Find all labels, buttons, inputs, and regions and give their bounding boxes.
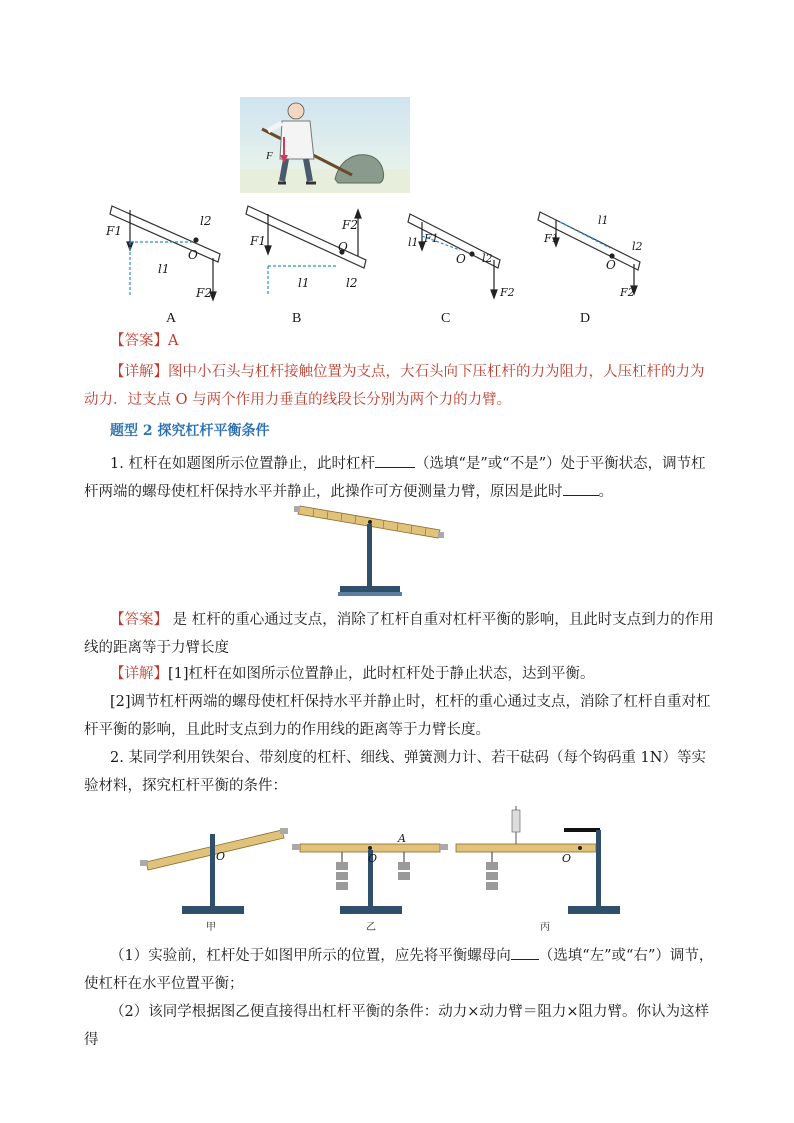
- q1-answer: [84, 606, 716, 662]
- q0-detail: [84, 358, 716, 414]
- illustration-man-lever: [240, 97, 410, 193]
- q1-detail-label: 【详解】: [110, 666, 168, 682]
- answer-label: 【答案】: [110, 333, 168, 349]
- fig-yi-o: O: [368, 852, 378, 865]
- label-l2-a: l2: [200, 214, 212, 228]
- q1-stem-b: （选填“是”或“不是”）处于平衡状态，调节杠: [414, 456, 706, 472]
- label-l1-d: l1: [598, 214, 609, 227]
- section-title: 题型 2 探究杠杆平衡条件: [110, 423, 270, 439]
- q1-lever-stand-figure: [292, 502, 448, 598]
- fig-label-jia: 甲: [206, 922, 216, 933]
- q2-sub1: [84, 942, 716, 998]
- label-o-a: O: [188, 248, 198, 262]
- q1-detail-2: [2]调节杠杆两端的螺母使杠杆保持水平并静止时，杠杆的重心通过支点，消除了杠杆自重对杠杆平衡的影响，且此时支点到力的作用线的距离等于力臂长度。: [84, 694, 711, 738]
- svg-text:F: F: [266, 150, 273, 162]
- label-o-b: O: [338, 240, 348, 254]
- q2-sub2: （2）该同学根据图乙便直接得出杠杆平衡的条件：动力×动力臂＝阻力×阻力臂。你认为这样得: [84, 1004, 710, 1048]
- q1-detail-1-text: [1]杠杆在如图所示位置静止，此时杠杆处于静止状态，达到平衡。: [168, 666, 595, 682]
- label-f2-d: F2: [620, 286, 635, 299]
- label-l1-a: l1: [158, 262, 170, 276]
- fig-label-bing: 丙: [540, 922, 550, 933]
- q1-stem-c: 杆两端的螺母使杠杆保持水平并静止，此操作可方便测量力臂，原因是此时: [84, 484, 563, 500]
- q1-stem-end: 。: [598, 484, 613, 500]
- option-label-a: A: [166, 311, 177, 326]
- q2-figures: [140, 800, 620, 932]
- label-f1-b: F1: [250, 234, 266, 248]
- option-label-d: D: [580, 311, 591, 326]
- q0-answer: [110, 330, 178, 352]
- label-f1-c: F1: [424, 232, 439, 245]
- label-l1-b: l1: [298, 276, 310, 290]
- q2-stem: 2. 某同学利用铁架台、带刻度的杠杆、细线、弹簧测力计、若干砝码（每个钩码重 1N）等实验材料，探究杠杆平衡的条件：: [84, 750, 706, 794]
- q1-answer-text: 是 杠杆的重心通过支点，消除了杠杆自重对杠杆平衡的影响，且此时支点到力的作用线的距离等于力臂长度: [84, 612, 714, 656]
- q1-answer-label: 【答案】: [110, 612, 168, 628]
- fig-label-yi: 乙: [366, 922, 376, 933]
- label-l2-d: l2: [632, 240, 643, 253]
- fig-jia-o: O: [216, 850, 226, 863]
- q2-blank-1[interactable]: [511, 959, 539, 960]
- label-f1-a: F1: [106, 224, 122, 238]
- label-f2-c: F2: [500, 286, 515, 299]
- option-label-b: B: [292, 311, 302, 326]
- label-f2-a: F2: [196, 286, 212, 300]
- label-o-d: O: [606, 258, 616, 272]
- q2-sub1-b: （选填“左”或“右”）调节，使杠杆在水平位置平衡；: [84, 948, 714, 992]
- q1-stem: [84, 450, 716, 506]
- label-l2-b: l2: [346, 276, 358, 290]
- answer-value: A: [168, 333, 179, 349]
- q1-detail-1: [110, 660, 716, 688]
- label-o-c: O: [456, 252, 466, 266]
- fig-bing-o: O: [562, 852, 572, 865]
- fig-yi-a: A: [398, 832, 406, 845]
- lever-option-diagrams: [100, 196, 660, 308]
- q1-blank-2[interactable]: [563, 495, 599, 496]
- detail-text: 图中小石头与杠杆接触位置为支点，大石头向下压杠杆的力为阻力，人压杠杆的力为动力．过支点 O 与两个作用力垂直的线段长分别为两个力的力臂。: [84, 364, 705, 408]
- option-label-c: C: [441, 311, 451, 326]
- label-l2-c: l2: [482, 252, 493, 265]
- q1-blank-1[interactable]: [375, 467, 415, 468]
- label-f1-d: F1: [544, 232, 559, 245]
- q1-stem-a: 1. 杠杆在如题图所示位置静止，此时杠杆: [110, 456, 375, 472]
- label-f2-b: F2: [342, 218, 358, 232]
- q2-sub1-a: （1）实验前，杠杆处于如图甲所示的位置，应先将平衡螺母向: [110, 948, 511, 964]
- detail-label: 【详解】: [110, 364, 168, 380]
- label-l1-c: l1: [408, 236, 419, 249]
